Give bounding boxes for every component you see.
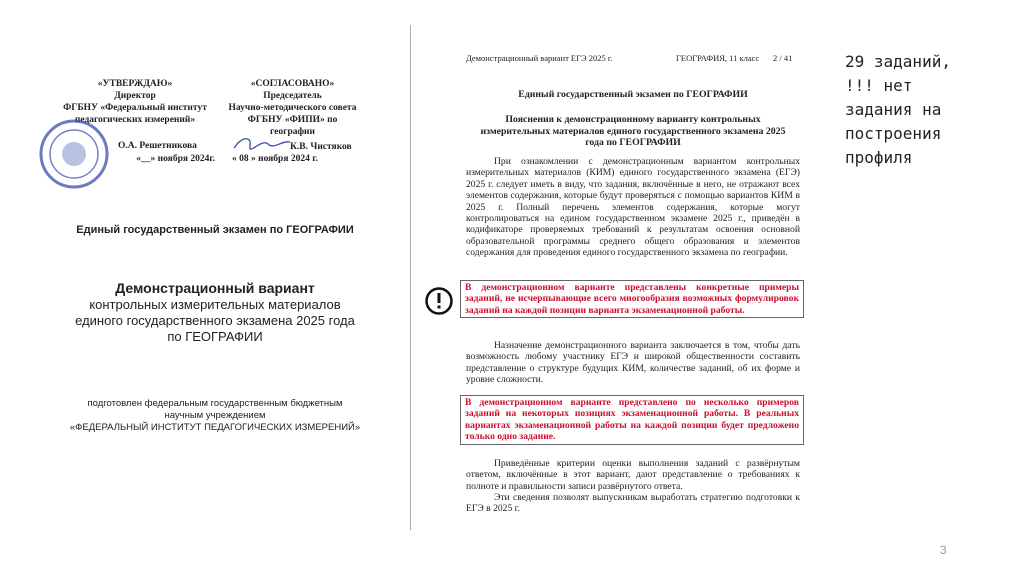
paragraph-1: При ознакомлении с демонстрационным вариантом контрольных измерительных материалов (КИМ) единого государственного экзамена (ЕГЭ) 2025 г. следует иметь в виду, что задания, включённые в него, не отражают всех элементов содержания, которые будут проверяться с помощью вариантов КИМ в 2025 г. Полный перечень элементов содержания, которые могут контролироваться на едином государственном экзамене 2025 г., приведён в кодификаторе проверяемых требований к результатам освоения основной образовательной программы среднего общего образования и элементов содержания для проведения единого государственного экзамена по географии. bbox=[466, 156, 800, 259]
doc-title: Единый государственный экзамен по ГЕОГРАФИИ bbox=[518, 89, 748, 100]
paragraph-3: Приведённые критерии оценки выполнения заданий с развёрнутым ответом, включённые в этот вариант, дают представление о требованиях к полноте и правильности записи развёрнутого ответа. bbox=[466, 458, 800, 492]
approve-org1: ФГБНУ «Федеральный институт bbox=[63, 103, 207, 113]
paragraph-2: Назначение демонстрационного варианта заключается в том, чтобы дать возможность любому участнику ЕГЭ и широкой общественности составить представление о структуре будущих КИМ, количестве заданий, об их форме и уровне сложности. bbox=[466, 340, 800, 386]
agreed-role: Председатель bbox=[263, 91, 322, 101]
demo-title: Демонстрационный вариант bbox=[115, 280, 315, 296]
approve-role: Директор bbox=[114, 91, 156, 101]
agreed-org2: ФГБНУ «ФИПИ» по географии bbox=[247, 115, 338, 137]
header-right: ГЕОГРАФИЯ, 11 класс bbox=[676, 53, 760, 63]
prepared-line: подготовлен федеральным государственным бюджетным bbox=[87, 398, 343, 409]
agreed-title: «СОГЛАСОВАНО» bbox=[250, 79, 335, 89]
note-line: задания на bbox=[845, 100, 942, 119]
exam-title: Единый государственный экзамен по ГЕОГРАФИИ bbox=[76, 224, 354, 236]
page-number: 2 / 41 bbox=[773, 53, 793, 63]
page-divider bbox=[410, 25, 411, 530]
note-line: профиля bbox=[845, 148, 913, 167]
approve-name: О.А. Решетникова bbox=[118, 141, 197, 151]
signature-icon bbox=[232, 134, 292, 152]
agreed-org1: Научно-методического совета bbox=[228, 103, 357, 113]
agreed-date: « 08 » ноября 2024 г. bbox=[232, 154, 318, 164]
approve-org2: педагогических измерений» bbox=[74, 115, 196, 125]
demo-line: единого государственного экзамена 2025 года bbox=[75, 313, 355, 328]
doc-subtitle: Пояснения к демонстрационному варианту контрольных измерительных материалов единого государственного экзамена 2025 года по ГЕОГРАФИИ bbox=[480, 114, 786, 148]
demo-line: по ГЕОГРАФИИ bbox=[167, 329, 263, 344]
agreed-block bbox=[225, 78, 360, 138]
note-line: !!! нет bbox=[845, 76, 913, 95]
approve-title: «УТВЕРЖДАЮ» bbox=[97, 79, 173, 89]
demo-line: контрольных измерительных материалов bbox=[89, 297, 341, 312]
warning-box-1: В демонстрационном варианте представлены конкретные примеры заданий, не исчерпывающие всего многообразия возможных формулировок заданий на каждой позиции варианта экзаменационной работы. bbox=[460, 280, 804, 318]
approve-date: «__» ноября 2024г. bbox=[136, 154, 215, 164]
header-left: Демонстрационный вариант ЕГЭ 2025 г. bbox=[466, 53, 613, 63]
agreed-name: К.В. Чистяков bbox=[290, 142, 352, 152]
note-line: 29 заданий, bbox=[845, 52, 951, 71]
paragraph-4: Эти сведения позволят выпускникам выработать стратегию подготовки к ЕГЭ в 2025 г. bbox=[466, 492, 800, 515]
slide-number: 3 bbox=[940, 543, 947, 557]
prepared-line: «ФЕДЕРАЛЬНЫЙ ИНСТИТУТ ПЕДАГОГИЧЕСКИХ ИЗМЕРЕНИЙ» bbox=[69, 422, 361, 433]
warning-box-2: В демонстрационном варианте представлено по несколько примеров заданий на некоторых позициях экзаменационной работы. В реальных вариантах экзаменационной работы на каждой позиции будет предложено только одно задание. bbox=[460, 395, 804, 445]
demo-subtitle bbox=[30, 297, 400, 345]
note-line: построения bbox=[845, 124, 942, 143]
prepared-by bbox=[30, 398, 400, 434]
exclamation-icon bbox=[424, 286, 454, 316]
prepared-line: научным учреждением bbox=[164, 410, 266, 421]
slide-note bbox=[845, 50, 951, 170]
